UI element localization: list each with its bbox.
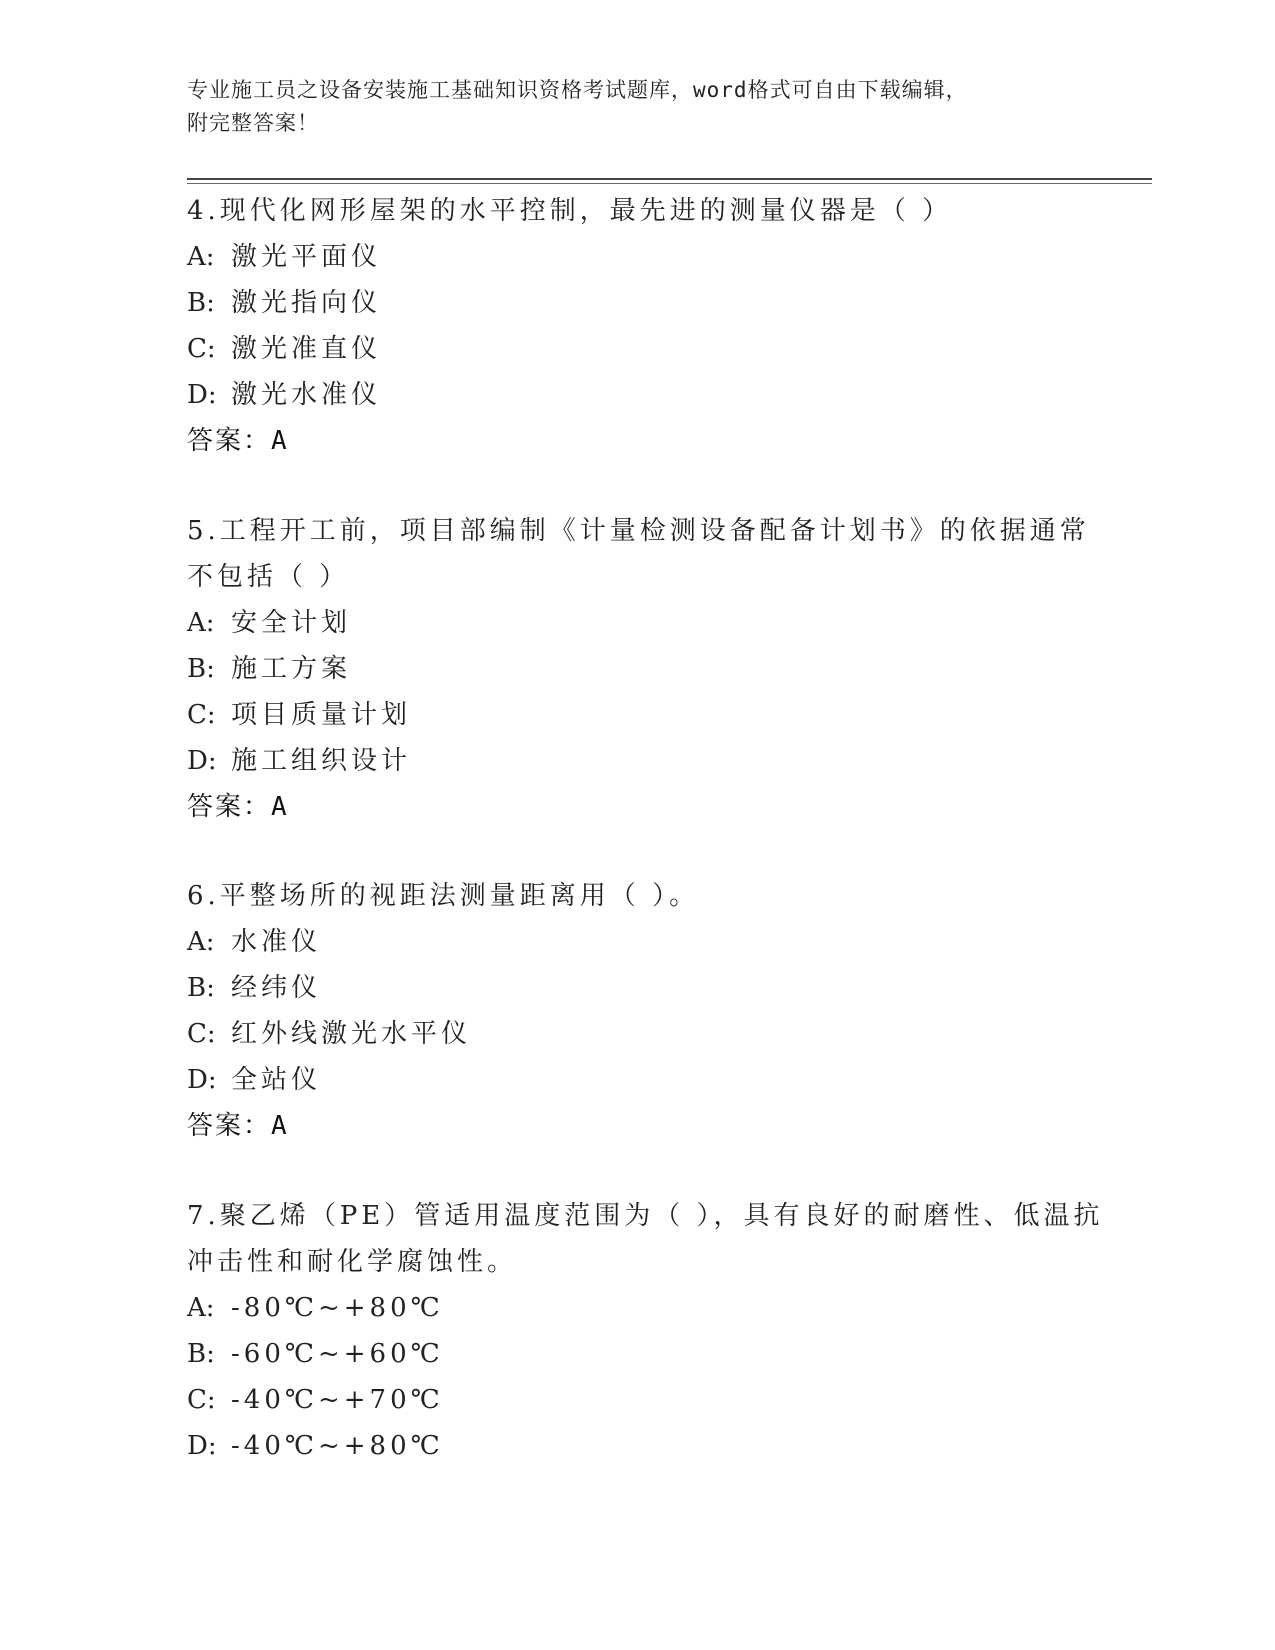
answer-label: 答案： [187, 1111, 272, 1141]
option-letter: D: [187, 746, 217, 776]
option-d [187, 1057, 1087, 1103]
option-letter: B: [187, 973, 215, 1003]
question-stem: 6.平整场所的视距法测量距离用（ ）。 [187, 881, 700, 911]
question-block-6 [187, 873, 1087, 1149]
option-letter: B: [187, 654, 215, 684]
option-d [187, 1423, 1087, 1469]
option-b [187, 1331, 1087, 1377]
option-letter: C: [187, 700, 216, 730]
answer-value: A [271, 1111, 287, 1141]
option-a [187, 234, 1087, 280]
option-text: 施工方案 [231, 654, 352, 684]
question-stem-continued: 冲击性和耐化学腐蚀性。 [187, 1247, 518, 1277]
option-text: 安全计划 [231, 608, 352, 638]
question-stem: 7.聚乙烯（PE）管适用温度范围为（ ），具有良好的耐磨性、低温抗 [187, 1201, 1104, 1231]
option-letter: D: [187, 1431, 217, 1461]
document-header [187, 74, 1087, 140]
option-a [187, 600, 1087, 646]
answer-line [187, 1103, 1087, 1149]
option-letter: A: [187, 927, 215, 957]
option-letter: C: [187, 1019, 216, 1049]
answer-line [187, 418, 1087, 464]
option-b [187, 280, 1087, 326]
option-text: 激光水准仪 [231, 380, 382, 410]
option-text: 激光平面仪 [231, 242, 382, 272]
header-divider-thin [187, 183, 1152, 184]
answer-label: 答案： [187, 792, 272, 822]
question-stem: 4.现代化网形屋架的水平控制，最先进的测量仪器是（ ） [187, 196, 953, 226]
option-a [187, 1285, 1087, 1331]
header-line-2: 附完整答案！ [187, 111, 319, 135]
option-text: 水准仪 [231, 927, 322, 957]
option-letter: D: [187, 1065, 217, 1095]
option-letter: B: [187, 288, 215, 318]
answer-value: A [271, 426, 287, 456]
option-b [187, 646, 1087, 692]
option-letter: D: [187, 380, 217, 410]
option-text: 激光准直仪 [231, 334, 382, 364]
question-block-5 [187, 508, 1090, 830]
question-block-7 [187, 1193, 1104, 1469]
option-letter: A: [187, 242, 215, 272]
option-c [187, 326, 1087, 372]
option-letter: C: [187, 1385, 216, 1415]
option-text: -40℃~+70℃ [231, 1385, 444, 1415]
option-text: 红外线激光水平仪 [231, 1019, 472, 1049]
option-text: -40℃~+80℃ [231, 1431, 444, 1461]
answer-line [187, 784, 1087, 830]
option-text: -80℃~+80℃ [231, 1293, 444, 1323]
option-text: 全站仪 [231, 1065, 322, 1095]
option-letter: A: [187, 608, 215, 638]
option-letter: B: [187, 1339, 215, 1369]
option-letter: A: [187, 1293, 215, 1323]
option-c [187, 1377, 1087, 1423]
option-text: 项目质量计划 [231, 700, 412, 730]
option-letter: C: [187, 334, 216, 364]
option-c [187, 1011, 1087, 1057]
answer-label: 答案： [187, 426, 272, 456]
header-divider-thick [187, 178, 1152, 180]
option-text: 激光指向仪 [231, 288, 382, 318]
header-line-1: 专业施工员之设备安装施工基础知识资格考试题库，word格式可自由下载编辑， [187, 78, 968, 102]
option-c [187, 692, 1087, 738]
option-d [187, 738, 1087, 784]
answer-value: A [271, 792, 287, 822]
option-b [187, 965, 1087, 1011]
question-stem-continued: 不包括（ ） [187, 562, 350, 592]
option-text: -60℃~+60℃ [231, 1339, 444, 1369]
question-stem: 5.工程开工前，项目部编制《计量检测设备配备计划书》的依据通常 [187, 516, 1090, 546]
option-text: 经纬仪 [231, 973, 322, 1003]
question-block-4 [187, 188, 1087, 464]
option-text: 施工组织设计 [231, 746, 412, 776]
option-a [187, 919, 1087, 965]
option-d [187, 372, 1087, 418]
